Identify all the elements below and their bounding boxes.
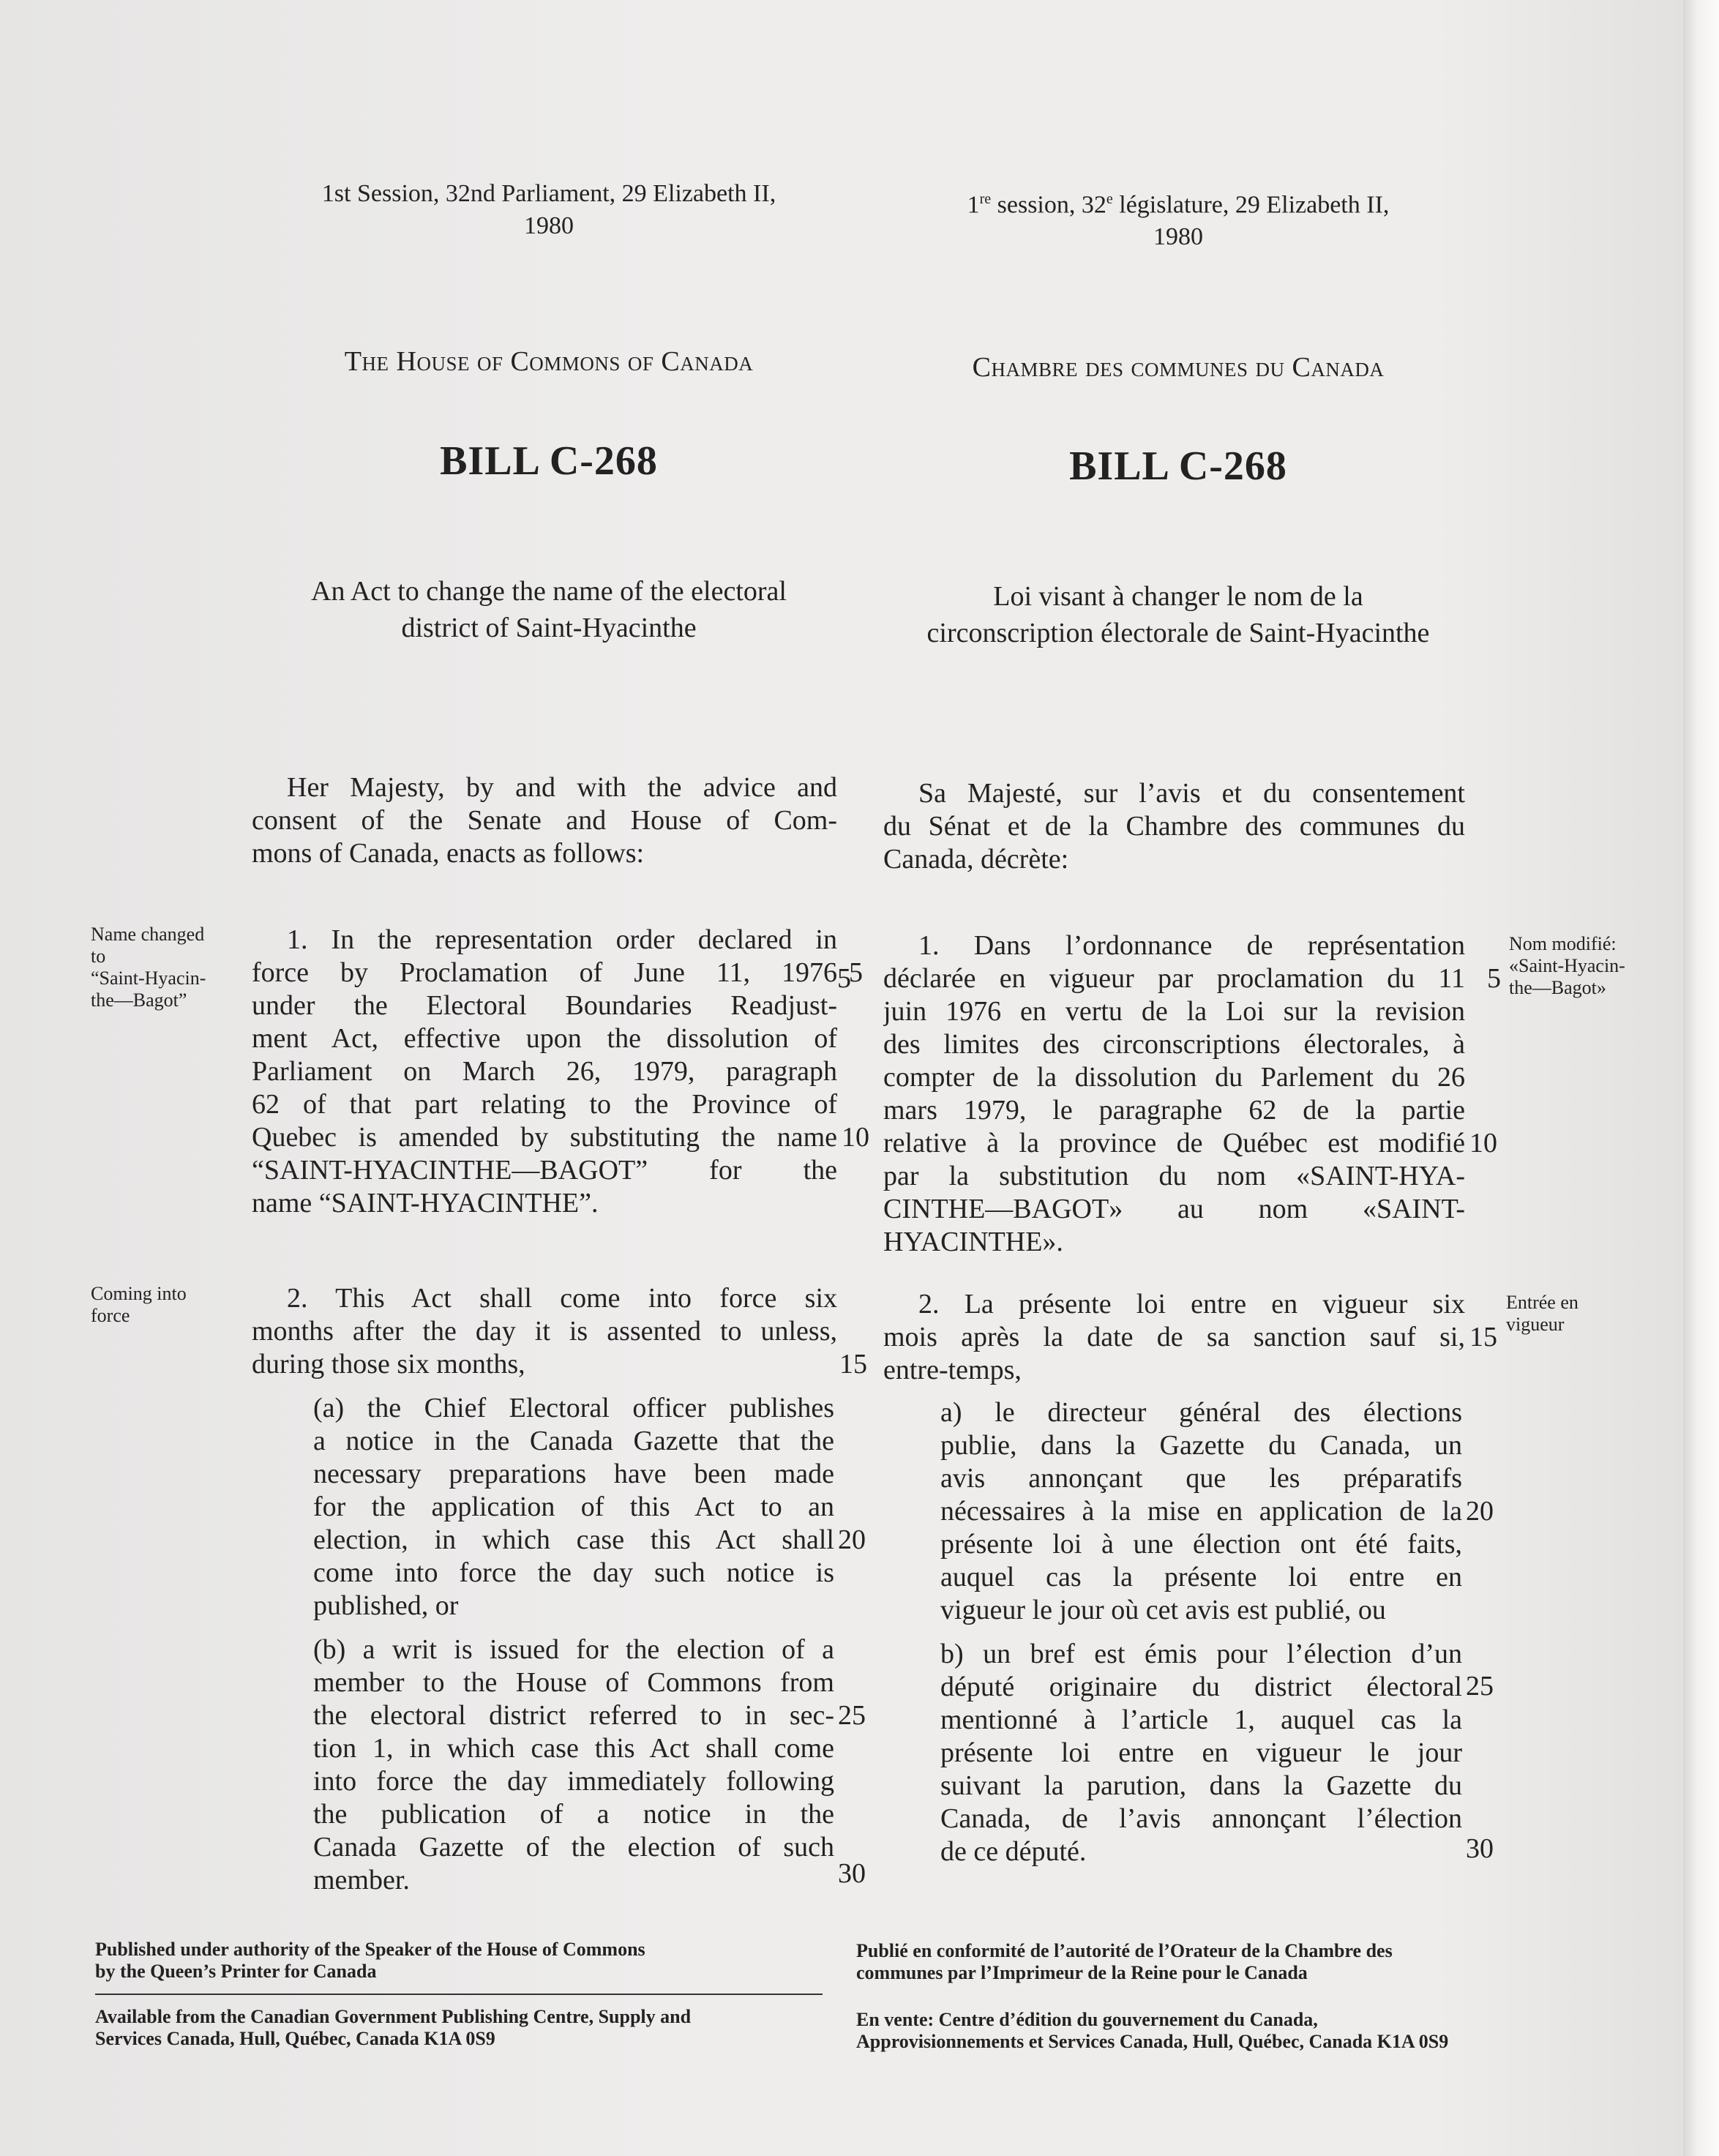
fr-s2b-line: suivant la parution, dans la Gazette du bbox=[940, 1770, 1462, 1801]
fr-s1-line: HYACINTHE». bbox=[883, 1227, 1063, 1257]
en-preamble bbox=[252, 771, 837, 870]
fr-line-number: 5 bbox=[1487, 963, 1501, 994]
fr-line-number: 10 bbox=[1469, 1128, 1497, 1159]
fr-title-line: circonscription électorale de Saint-Hyacinthe bbox=[926, 618, 1430, 648]
fr-note-line: the—Bagot» bbox=[1509, 977, 1606, 998]
fr-s1-line: compter de la dissolution du Parlement du 26 bbox=[883, 1062, 1465, 1093]
fr-line-number: 30 bbox=[1466, 1833, 1494, 1864]
en-bill-number: BILL C-268 bbox=[440, 438, 658, 484]
en-note-line: force bbox=[91, 1305, 130, 1326]
fr-session-sup: e bbox=[1106, 191, 1113, 207]
fr-preamble bbox=[883, 777, 1465, 876]
fr-session-part: législature, 29 Elizabeth II, bbox=[1112, 191, 1390, 219]
en-footer-divider bbox=[95, 1994, 823, 1995]
en-s2b-line: the publication of a notice in the bbox=[313, 1799, 834, 1830]
en-line-number: 10 bbox=[842, 1122, 869, 1153]
fr-s1-line: des limites des circonscriptions électorales, à bbox=[883, 1029, 1465, 1060]
en-s1-line: Quebec is amended by substituting the name bbox=[252, 1122, 837, 1153]
fr-session-part: session, 32 bbox=[991, 191, 1106, 219]
fr-preamble-line: du Sénat et de la Chambre des communes du bbox=[883, 811, 1465, 842]
en-line-number: 15 bbox=[839, 1349, 867, 1380]
en-preamble-line: mons of Canada, enacts as follows: bbox=[252, 838, 645, 869]
en-s1-line: under the Electoral Boundaries Readjust- bbox=[252, 990, 837, 1021]
fr-inner-line-number: 5 bbox=[837, 963, 851, 994]
fr-s1-line: par la substitution du nom «SAINT-HYA- bbox=[883, 1161, 1465, 1191]
fr-section-1 bbox=[883, 929, 1465, 1259]
en-footer-availability bbox=[95, 2006, 827, 2050]
fr-s1-line: déclarée en vigueur par proclamation du 11 bbox=[883, 963, 1465, 994]
en-section-2b bbox=[313, 1633, 834, 1897]
fr-s1-margin-note bbox=[1509, 933, 1655, 999]
en-title-line: An Act to change the name of the electoral bbox=[311, 576, 787, 607]
en-session-line: 1st Session, 32nd Parliament, 29 Elizabeth II, bbox=[321, 180, 776, 207]
fr-s2a-line: vigueur le jour où cet avis est publié, ou bbox=[940, 1595, 1386, 1625]
fr-s2-line: mois après la date de sa sanction sauf si, bbox=[883, 1322, 1465, 1352]
fr-s2b-line: député originaire du district électoral bbox=[940, 1672, 1462, 1702]
en-s1-line: “SAINT-HYACINTHE—BAGOT” for the bbox=[252, 1155, 837, 1186]
fr-s1-line: 1. Dans l’ordonnance de représentation bbox=[918, 930, 1465, 961]
fr-session-year: 1980 bbox=[1153, 223, 1203, 251]
fr-section-2a bbox=[940, 1396, 1462, 1627]
en-session-year: 1980 bbox=[524, 212, 574, 239]
en-s1-line: force by Proclamation of June 11, 1976 bbox=[252, 957, 837, 988]
fr-note-line: Nom modifié: bbox=[1509, 933, 1617, 954]
en-note-line: Name changed bbox=[91, 924, 205, 945]
fr-note-line: «Saint-Hyacin- bbox=[1509, 955, 1625, 976]
fr-s2b-line: de ce député. bbox=[940, 1836, 1087, 1867]
en-s2-line: months after the day it is assented to unless, bbox=[252, 1316, 837, 1347]
en-note-line: “Saint-Hyacin- bbox=[91, 967, 206, 989]
fr-s2a-line: auquel cas la présente loi entre en bbox=[940, 1562, 1462, 1592]
fr-s1-line: relative à la province de Québec est modifié bbox=[883, 1128, 1465, 1159]
en-s2b-line: member to the House of Commons from bbox=[313, 1667, 834, 1698]
fr-section-2b bbox=[940, 1638, 1462, 1868]
en-s2b-line: member. bbox=[313, 1865, 410, 1895]
en-session-header bbox=[249, 178, 849, 242]
en-foot-line: Published under authority of the Speaker of the House of Commons bbox=[95, 1939, 645, 1960]
fr-s1-line: juin 1976 en vertu de la Loi sur la revision bbox=[883, 996, 1465, 1027]
page-edge bbox=[1683, 0, 1719, 2156]
en-s2-margin-note bbox=[91, 1283, 237, 1327]
fr-preamble-line: Sa Majesté, sur l’avis et du consentement bbox=[918, 778, 1465, 809]
fr-note-line: Entrée en bbox=[1506, 1292, 1578, 1313]
en-note-line: Coming into bbox=[91, 1283, 187, 1304]
en-foot-line: by the Queen’s Printer for Canada bbox=[95, 1961, 377, 1982]
fr-s2b-line: présente loi entre en vigueur le jour bbox=[940, 1737, 1462, 1768]
en-foot-line: Available from the Canadian Government Publishing Centre, Supply and bbox=[95, 2006, 692, 2027]
fr-s1-line: mars 1979, le paragraphe 62 de la partie bbox=[883, 1095, 1465, 1126]
en-s1-line: 1. In the representation order declared in bbox=[287, 924, 837, 955]
en-foot-line: Services Canada, Hull, Québec, Canada K1A 0S9 bbox=[95, 2028, 495, 2049]
fr-foot-line: Publié en conformité de l’autorité de l’Orateur de la Chambre des bbox=[856, 1940, 1393, 1961]
en-line-number: 30 bbox=[838, 1858, 866, 1889]
en-s2b-line: the electoral district referred to in sec- bbox=[313, 1700, 834, 1731]
en-s2a-line: a notice in the Canada Gazette that the bbox=[313, 1426, 834, 1456]
en-s2a-line: come into force the day such notice is bbox=[313, 1557, 834, 1588]
en-note-line: to bbox=[91, 946, 106, 967]
en-s1-line: name “SAINT-HYACINTHE”. bbox=[252, 1188, 599, 1219]
en-s2-line: during those six months, bbox=[252, 1349, 525, 1380]
fr-s2a-line: a) le directeur général des élections bbox=[940, 1397, 1462, 1428]
fr-session-num: 1 bbox=[967, 191, 980, 219]
en-s2-line: 2. This Act shall come into force six bbox=[287, 1283, 837, 1314]
en-bill-title bbox=[249, 573, 849, 646]
fr-foot-line: Approvisionnements et Services Canada, Hull, Québec, Canada K1A 0S9 bbox=[856, 2031, 1449, 2052]
fr-session-header bbox=[878, 183, 1478, 253]
en-note-line: the—Bagot” bbox=[91, 989, 187, 1011]
en-s2b-line: (b) a writ is issued for the election of a bbox=[313, 1634, 834, 1665]
en-s1-margin-note bbox=[91, 924, 237, 1011]
en-line-number: 5 bbox=[849, 957, 863, 988]
fr-s2a-line: nécessaires à la mise en application de la bbox=[940, 1496, 1462, 1527]
en-section-2a bbox=[313, 1392, 834, 1622]
en-s2a-line: published, or bbox=[313, 1590, 459, 1621]
fr-footer-availability bbox=[856, 2009, 1588, 2053]
en-s2b-line: tion 1, in which case this Act shall come bbox=[313, 1733, 834, 1764]
en-s2a-line: necessary preparations have been made bbox=[313, 1459, 834, 1489]
en-s2a-line: election, in which case this Act shall bbox=[313, 1524, 834, 1555]
fr-line-number: 25 bbox=[1466, 1671, 1494, 1702]
en-preamble-line: consent of the Senate and House of Com- bbox=[252, 805, 837, 836]
en-s2b-line: into force the day immediately following bbox=[313, 1766, 834, 1797]
en-section-1 bbox=[252, 924, 837, 1220]
fr-bill-title bbox=[878, 578, 1478, 651]
en-s1-line: Parliament on March 26, 1979, paragraph bbox=[252, 1056, 837, 1087]
en-preamble-line: Her Majesty, by and with the advice and bbox=[287, 772, 837, 803]
en-section-2 bbox=[252, 1282, 837, 1381]
fr-line-number: 20 bbox=[1466, 1496, 1494, 1527]
fr-s2b-line: b) un bref est émis pour l’élection d’un bbox=[940, 1639, 1462, 1669]
fr-s2a-line: publie, dans la Gazette du Canada, un bbox=[940, 1430, 1462, 1461]
en-line-number: 25 bbox=[838, 1700, 866, 1731]
en-house-title: The House of Commons of Canada bbox=[344, 346, 754, 377]
en-footer-publisher bbox=[95, 1939, 827, 1983]
en-s2b-line: Canada Gazette of the election of such bbox=[313, 1832, 834, 1863]
en-s1-line: 62 of that part relating to the Province of bbox=[252, 1089, 837, 1120]
en-line-number: 20 bbox=[838, 1524, 866, 1555]
fr-title-line: Loi visant à changer le nom de la bbox=[993, 581, 1363, 612]
fr-session-line bbox=[878, 183, 1478, 221]
fr-s2-line: 2. La présente loi entre en vigueur six bbox=[918, 1289, 1465, 1320]
fr-s2a-line: avis annonçant que les préparatifs bbox=[940, 1463, 1462, 1494]
fr-s2-margin-note bbox=[1506, 1292, 1652, 1336]
fr-footer-publisher bbox=[856, 1940, 1588, 1984]
fr-house-title: Chambre des communes du Canada bbox=[972, 352, 1385, 383]
en-title-line: district of Saint-Hyacinthe bbox=[401, 613, 697, 643]
fr-bill-number: BILL C-268 bbox=[1069, 443, 1287, 489]
fr-s2b-line: mentionné à l’article 1, auquel cas la bbox=[940, 1704, 1462, 1735]
fr-s2a-line: présente loi à une élection ont été faits, bbox=[940, 1529, 1462, 1560]
en-s2a-line: (a) the Chief Electoral officer publishes bbox=[313, 1393, 834, 1423]
fr-line-number: 15 bbox=[1469, 1322, 1497, 1352]
fr-preamble-line: Canada, décrète: bbox=[883, 844, 1069, 875]
fr-foot-line: En vente: Centre d’édition du gouvernement du Canada, bbox=[856, 2009, 1318, 2030]
fr-note-line: vigueur bbox=[1506, 1314, 1565, 1335]
fr-session-sup: re bbox=[979, 191, 992, 207]
en-s1-line: ment Act, effective upon the dissolution of bbox=[252, 1023, 837, 1054]
fr-s2-line: entre-temps, bbox=[883, 1355, 1022, 1385]
fr-s1-line: CINTHE—BAGOT» au nom «SAINT- bbox=[883, 1194, 1465, 1224]
en-s2a-line: for the application of this Act to an bbox=[313, 1491, 834, 1522]
fr-section-2 bbox=[883, 1288, 1465, 1387]
fr-foot-line: communes par l’Imprimeur de la Reine pour le Canada bbox=[856, 1962, 1308, 1983]
fr-s2b-line: Canada, de l’avis annonçant l’élection bbox=[940, 1803, 1462, 1834]
